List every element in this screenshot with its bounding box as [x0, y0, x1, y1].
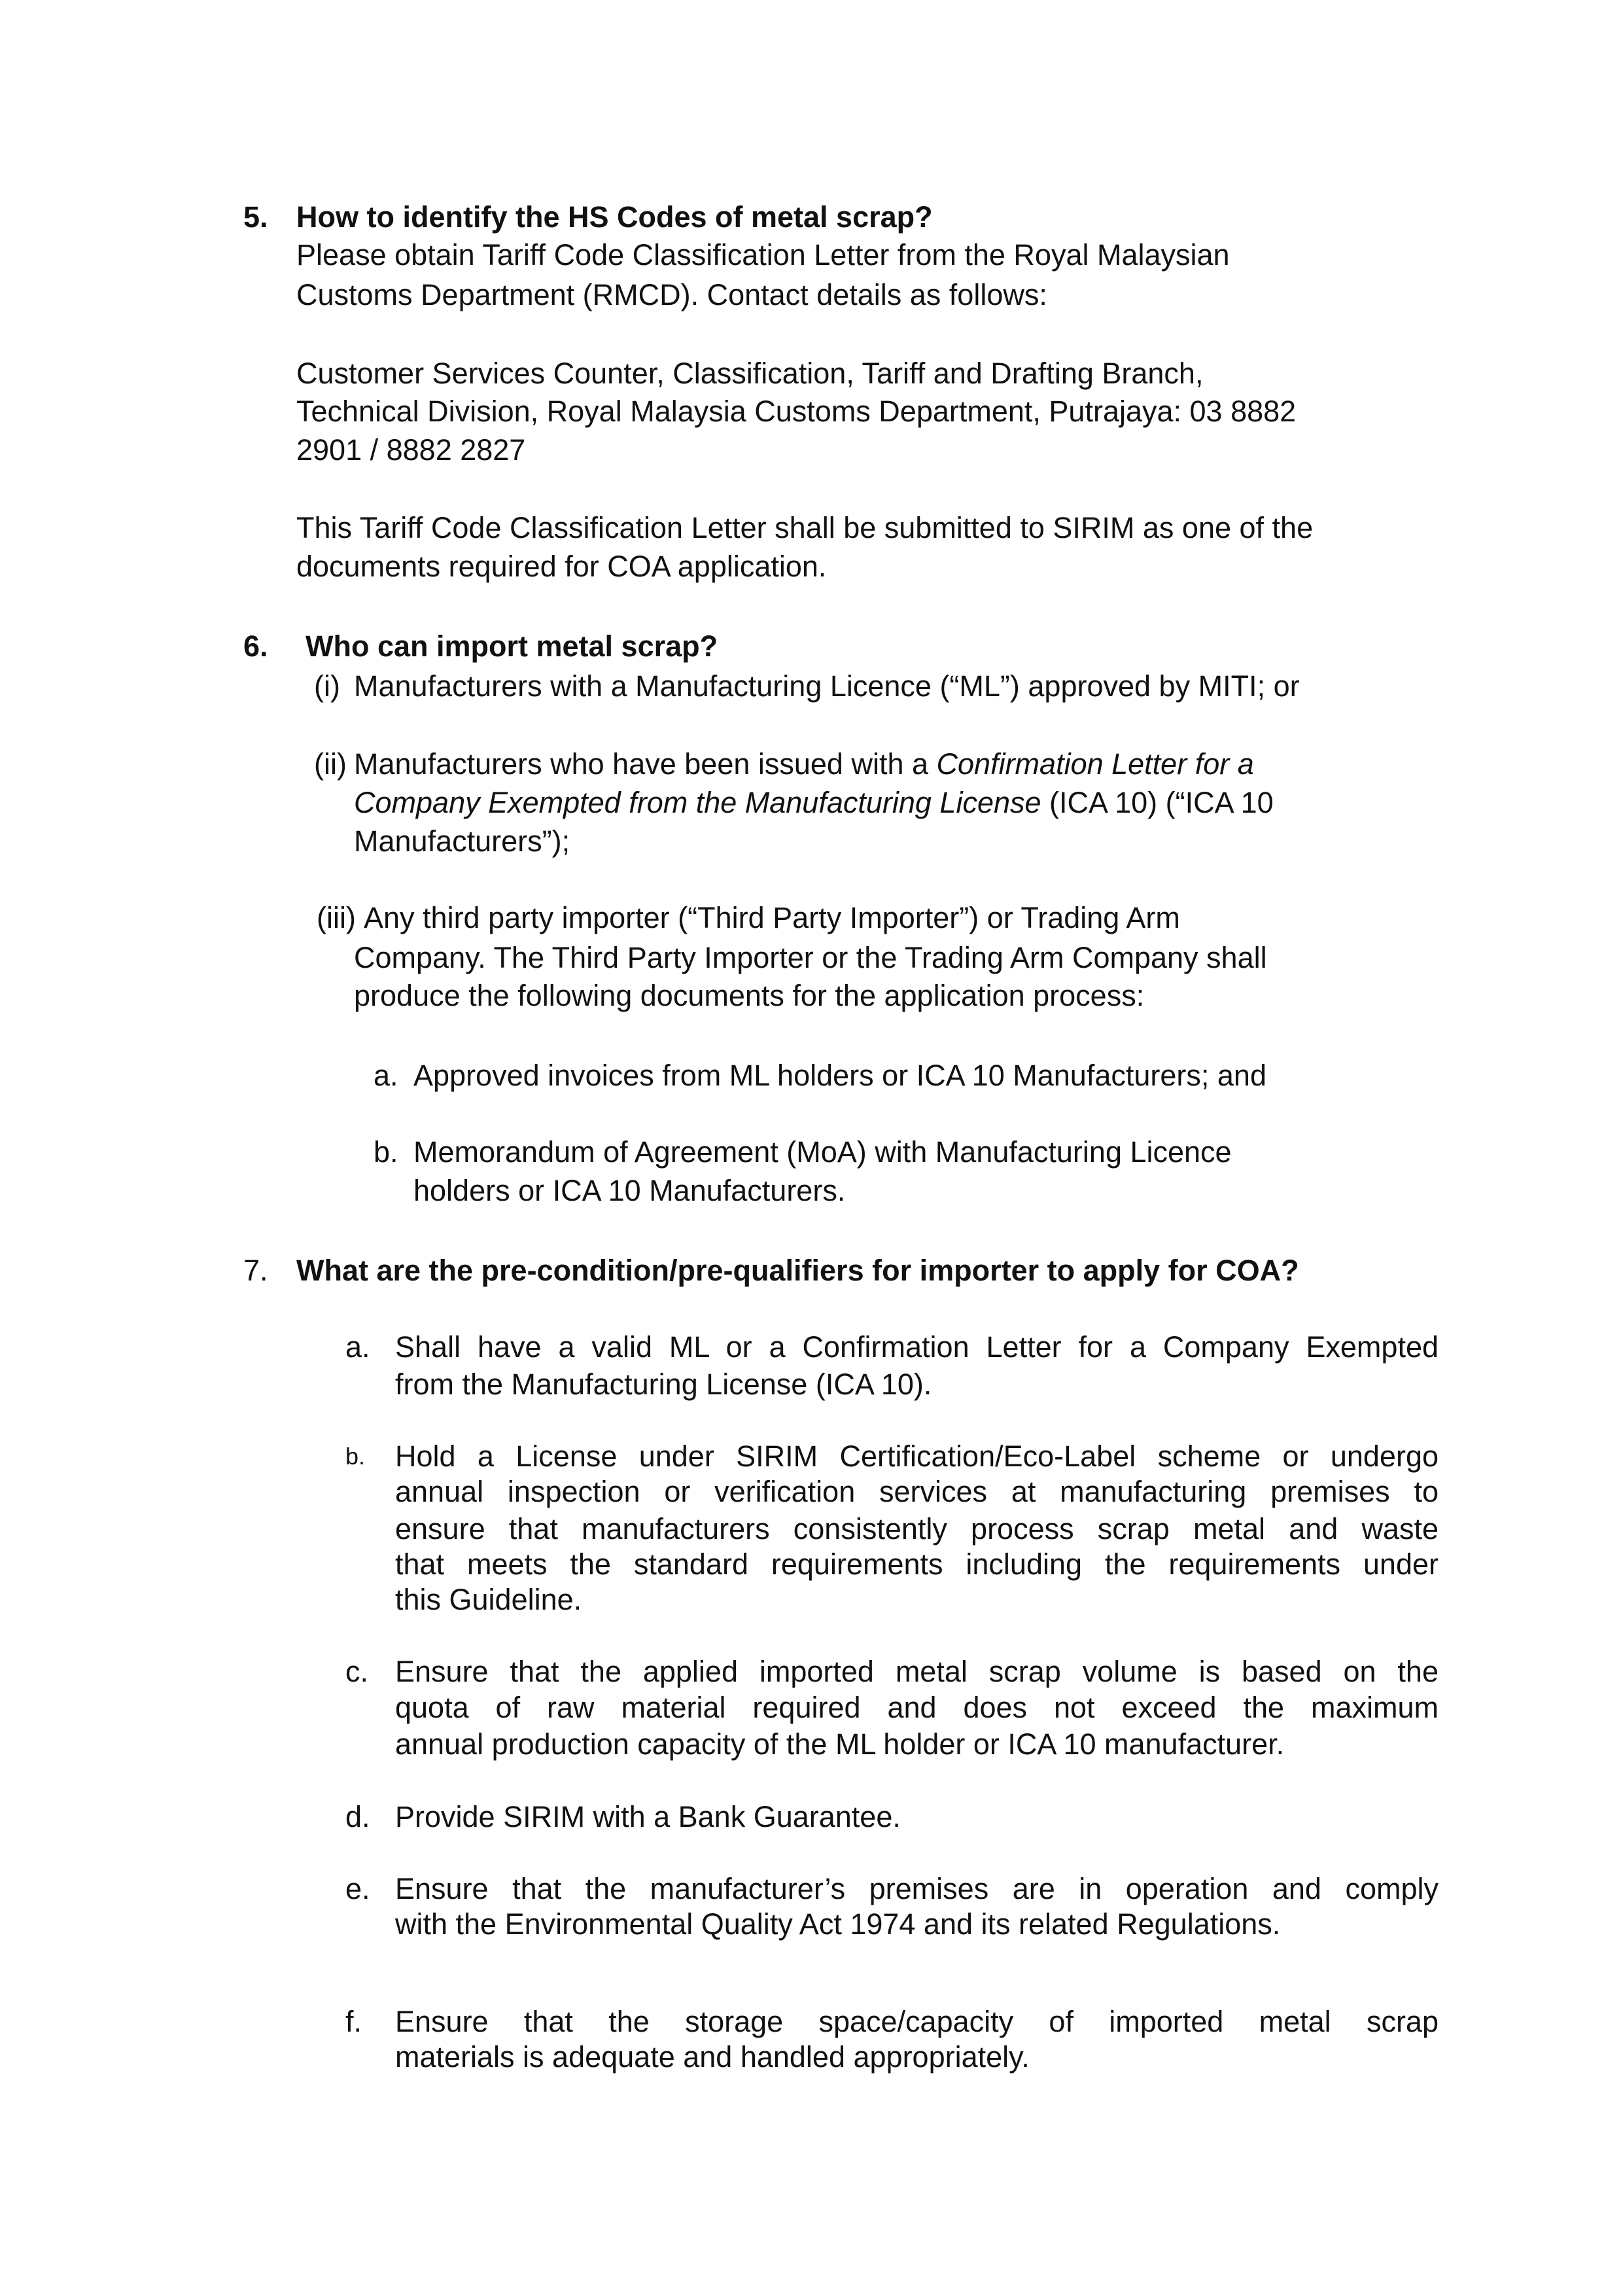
q7-f-line: Ensure that the storage space/capacity of imported metal scrap [395, 2005, 1439, 2038]
q6-number: 6. [243, 629, 268, 663]
q7-b-line: ensure that manufacturers consistently process scrap metal and waste [395, 1512, 1439, 1545]
q6-a-text: Approved invoices from ML holders or ICA 10 Manufacturers; and [413, 1059, 1266, 1092]
q7-a-line: Shall have a valid ML or a Confirmation Letter for a Company Exempted [395, 1330, 1439, 1364]
q6-heading: Who can import metal scrap? [305, 629, 718, 663]
q5-contact-line: Technical Division, Royal Malaysia Customs Department, Putrajaya: 03 8882 [296, 395, 1297, 428]
q7-d-line: Provide SIRIM with a Bank Guarantee. [395, 1800, 901, 1833]
q7-c-marker: c. [345, 1655, 369, 1688]
q6-i-marker: (i) [314, 669, 340, 703]
q7-b-line: annual inspection or verification services at manufacturing premises to [395, 1475, 1439, 1508]
q5-text-line: This Tariff Code Classification Letter shall be submitted to SIRIM as one of the [296, 511, 1314, 544]
q6-ii-marker: (ii) [314, 747, 347, 781]
q6-iii-line: produce the following documents for the application process: [354, 979, 1145, 1012]
q7-f-marker: f. [345, 2005, 362, 2038]
q7-e-line: Ensure that the manufacturer’s premises are in operation and comply [395, 1872, 1439, 1905]
q7-c-line: annual production capacity of the ML holder or ICA 10 manufacturer. [395, 1727, 1285, 1761]
q6-b-line: holders or ICA 10 Manufacturers. [413, 1174, 846, 1207]
q6-ii-line [354, 746, 1254, 783]
italic-text: Company Exempted from the Manufacturing License [354, 786, 1041, 819]
q5-text-line: Customs Department (RMCD). Contact details as follows: [296, 278, 1047, 311]
q7-number: 7. [243, 1254, 268, 1287]
q7-f-line: materials is adequate and handled appropriately. [395, 2040, 1030, 2074]
q6-i-text: Manufacturers with a Manufacturing Licence (“ML”) approved by MITI; or [354, 669, 1300, 703]
q6-ii-line: Manufacturers”); [354, 824, 570, 858]
q7-e-line: with the Environmental Quality Act 1974 and its related Regulations. [395, 1907, 1281, 1941]
q6-b-marker: b. [374, 1135, 398, 1169]
q6-iii-line: Any third party importer (“Third Party Importer”) or Trading Arm [364, 901, 1180, 934]
q5-contact-line: 2901 / 8882 2827 [296, 433, 526, 467]
q7-b-line: that meets the standard requirements including the requirements under [395, 1547, 1439, 1581]
q5-heading: How to identify the HS Codes of metal scrap? [296, 200, 933, 234]
q6-iii-line: Company. The Third Party Importer or the Trading Arm Company shall [354, 941, 1267, 974]
q6-a-marker: a. [374, 1059, 398, 1092]
q7-c-line: quota of raw material required and does not exceed the maximum [395, 1691, 1439, 1724]
q6-ii-line [354, 785, 1274, 821]
q7-b-line: Hold a License under SIRIM Certification/Eco-Label scheme or undergo [395, 1439, 1439, 1473]
q5-contact-line: Customer Services Counter, Classification, Tariff and Drafting Branch, [296, 357, 1204, 390]
q7-a-line: from the Manufacturing License (ICA 10). [395, 1368, 932, 1401]
q5-number: 5. [243, 200, 268, 234]
q7-b-marker: b. [345, 1443, 366, 1470]
q5-text-line: documents required for COA application. [296, 550, 827, 583]
q6-iii-marker: (iii) [317, 901, 356, 934]
q7-d-marker: d. [345, 1800, 370, 1833]
q7-heading: What are the pre-condition/pre-qualifiers for importer to apply for COA? [296, 1254, 1299, 1287]
text: (ICA 10) (“ICA 10 [1041, 786, 1274, 819]
q7-c-line: Ensure that the applied imported metal scrap volume is based on the [395, 1655, 1439, 1688]
q7-a-marker: a. [345, 1330, 370, 1364]
text: Manufacturers who have been issued with a [354, 747, 937, 781]
q7-e-marker: e. [345, 1872, 370, 1905]
q5-text-line: Please obtain Tariff Code Classification Letter from the Royal Malaysian [296, 238, 1230, 272]
italic-text: Confirmation Letter for a [936, 747, 1254, 781]
q6-b-line: Memorandum of Agreement (MoA) with Manufacturing Licence [413, 1135, 1232, 1169]
q7-b-line: this Guideline. [395, 1583, 582, 1616]
